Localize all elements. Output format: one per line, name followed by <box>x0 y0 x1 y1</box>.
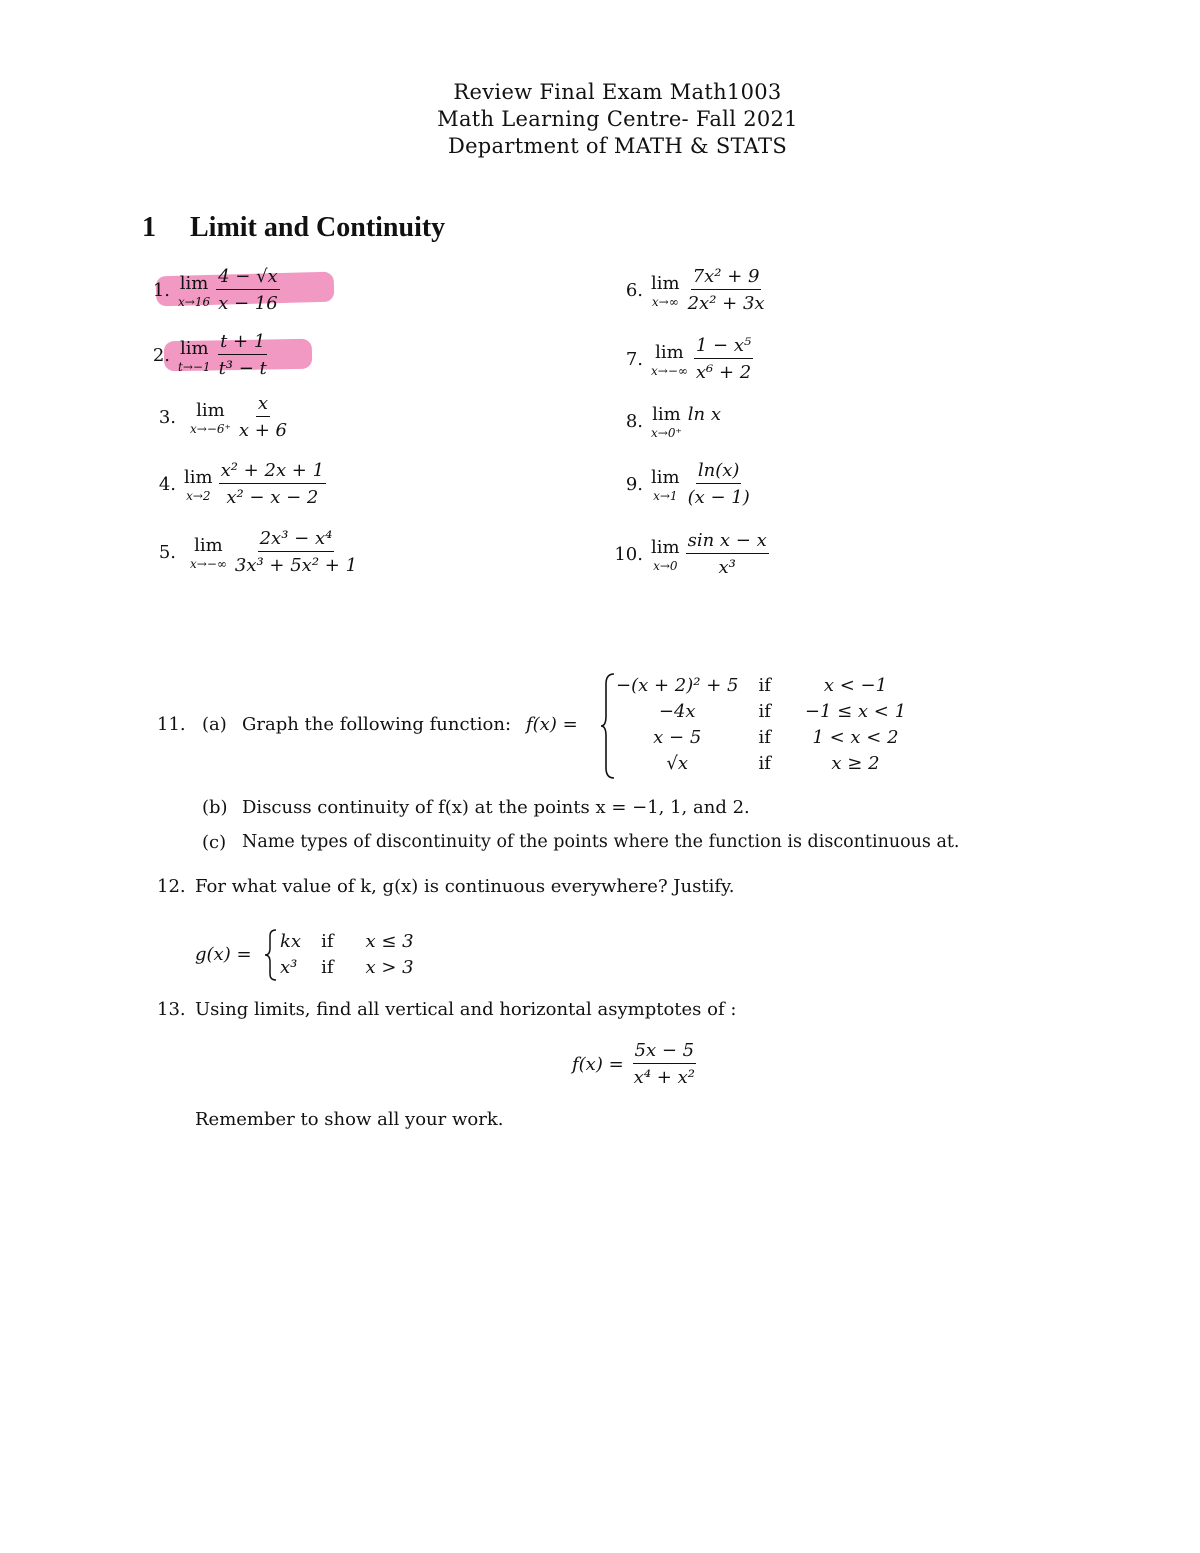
piece-expression: −(x + 2)² + 5 <box>616 674 739 696</box>
doc-title: Review Final Exam Math1003 <box>453 80 782 104</box>
q11-part-a-label: (a) <box>202 714 227 735</box>
limit-problem-6 <box>603 266 767 314</box>
lim-subscript: x→16 <box>178 294 211 309</box>
piece-expression: x³ <box>280 956 298 978</box>
piece-expression: kx <box>280 930 302 952</box>
problem-number: 1. <box>152 279 170 301</box>
section-number: 1 <box>142 212 156 243</box>
piece-if: if <box>758 726 771 748</box>
lim-operator: lim <box>184 466 213 488</box>
piece-condition: x < −1 <box>823 674 888 696</box>
lim-subscript: x→−∞ <box>190 556 227 571</box>
lim-subscript: x→2 <box>186 488 211 503</box>
limit-problem-7 <box>603 335 753 383</box>
question-12-number: 12. <box>157 876 186 897</box>
piece-condition: x ≥ 2 <box>831 752 880 774</box>
limit-expression: ln x <box>687 404 722 425</box>
q12-function-lhs: g(x) = <box>195 944 252 965</box>
denominator: x − 16 <box>218 293 278 314</box>
problem-number: 6. <box>625 279 643 301</box>
lim-subscript: x→1 <box>653 488 678 503</box>
numerator: t + 1 <box>218 331 267 355</box>
numerator: 5x − 5 <box>633 1040 697 1064</box>
denominator: x⁴ + x² <box>633 1067 695 1088</box>
lim-operator: lim <box>196 399 225 421</box>
numerator: 2x³ − x⁴ <box>258 528 335 552</box>
q11-function-lhs: f(x) = <box>526 714 578 735</box>
problem-number: 4. <box>158 473 176 495</box>
piece-if: if <box>758 674 771 696</box>
numerator: 1 − x⁵ <box>694 335 753 359</box>
piece-condition: −1 ≤ x < 1 <box>804 700 907 722</box>
numerator: 4 − √x <box>216 266 280 290</box>
denominator: x⁶ + 2 <box>695 362 752 383</box>
piece-if: if <box>758 700 771 722</box>
limit-problem-8 <box>603 404 721 439</box>
denominator: x² − x − 2 <box>226 487 319 508</box>
piece-if: if <box>321 956 334 978</box>
q11-part-a-text: Graph the following function: <box>242 714 512 735</box>
piece-row <box>606 672 916 698</box>
problem-number: 10. <box>614 543 643 565</box>
piece-row <box>606 724 916 750</box>
lim-operator: lim <box>179 272 209 294</box>
question-13-text: Using limits, find all vertical and horizontal asymptotes of : <box>195 999 737 1020</box>
q13-function <box>572 1040 697 1088</box>
limit-problem-9 <box>603 460 752 508</box>
limit-problem-10 <box>603 530 769 578</box>
lim-operator: lim <box>652 404 681 425</box>
lim-operator: lim <box>179 337 209 359</box>
piece-expression: √x <box>666 752 689 774</box>
lim-subscript: t→−1 <box>178 359 211 374</box>
lim-subscript: x→0 <box>653 558 678 573</box>
reminder-text: Remember to show all your work. <box>195 1109 504 1130</box>
numerator: ln(x) <box>696 460 742 484</box>
doc-subtitle: Math Learning Centre- Fall 2021 <box>437 107 798 131</box>
q13-function-lhs: f(x) = <box>572 1053 624 1075</box>
lim-operator: lim <box>194 534 223 556</box>
q11-part-b-label: (b) <box>202 797 228 818</box>
lim-subscript: x→−∞ <box>651 363 688 378</box>
problem-number: 2. <box>152 344 170 366</box>
section-title: Limit and Continuity <box>190 212 446 243</box>
limit-problem-1 <box>130 266 280 314</box>
piece-if: if <box>758 752 771 774</box>
piece-row <box>270 954 424 980</box>
question-11-number: 11. <box>157 714 186 735</box>
lim-subscript: x→−6⁺ <box>190 421 231 436</box>
piece-if: if <box>321 930 334 952</box>
denominator: 3x³ + 5x² + 1 <box>234 555 358 576</box>
piecewise-f <box>606 672 916 776</box>
denominator: x + 6 <box>238 420 287 441</box>
limit-problem-4 <box>136 460 326 508</box>
piece-row <box>606 750 916 776</box>
problem-number: 9. <box>625 473 643 495</box>
denominator: x³ <box>718 557 736 578</box>
lim-operator: lim <box>655 341 684 363</box>
q11-part-c-label: (c) <box>202 832 227 853</box>
numerator: x <box>256 393 270 417</box>
lim-operator: lim <box>651 536 680 558</box>
question-12-text: For what value of k, g(x) is continuous everywhere? Justify. <box>195 876 735 897</box>
problem-number: 3. <box>158 406 176 428</box>
numerator: sin x − x <box>686 530 769 554</box>
piecewise-g <box>270 928 424 980</box>
denominator: 2x² + 3x <box>687 293 765 314</box>
lim-operator: lim <box>651 466 680 488</box>
limit-problem-5 <box>136 528 359 576</box>
limit-problem-3 <box>136 393 289 441</box>
piece-condition: x > 3 <box>365 956 414 978</box>
q11-part-b-text: Discuss continuity of f(x) at the points x = −1, 1, and 2. <box>242 797 750 818</box>
problem-number: 8. <box>625 411 643 432</box>
piece-condition: x ≤ 3 <box>365 930 414 952</box>
piece-expression: x − 5 <box>653 726 702 748</box>
lim-subscript: x→∞ <box>651 294 679 309</box>
numerator: 7x² + 9 <box>691 266 762 290</box>
numerator: x² + 2x + 1 <box>219 460 326 484</box>
problem-number: 5. <box>158 541 176 563</box>
piece-row <box>606 698 916 724</box>
lim-operator: lim <box>651 272 680 294</box>
limit-problem-2 <box>130 331 269 379</box>
piece-expression: −4x <box>658 700 696 722</box>
question-13-number: 13. <box>157 999 186 1020</box>
problem-number: 7. <box>625 348 643 370</box>
doc-department: Department of MATH & STATS <box>447 134 788 158</box>
lim-subscript: x→0⁺ <box>651 426 682 440</box>
piece-row <box>270 928 424 954</box>
denominator: (x − 1) <box>687 487 750 508</box>
q11-part-c-text: Name types of discontinuity of the points where the function is discontinuous at. <box>242 832 960 852</box>
piece-condition: 1 < x < 2 <box>812 726 899 748</box>
denominator: t³ − t <box>218 358 267 379</box>
